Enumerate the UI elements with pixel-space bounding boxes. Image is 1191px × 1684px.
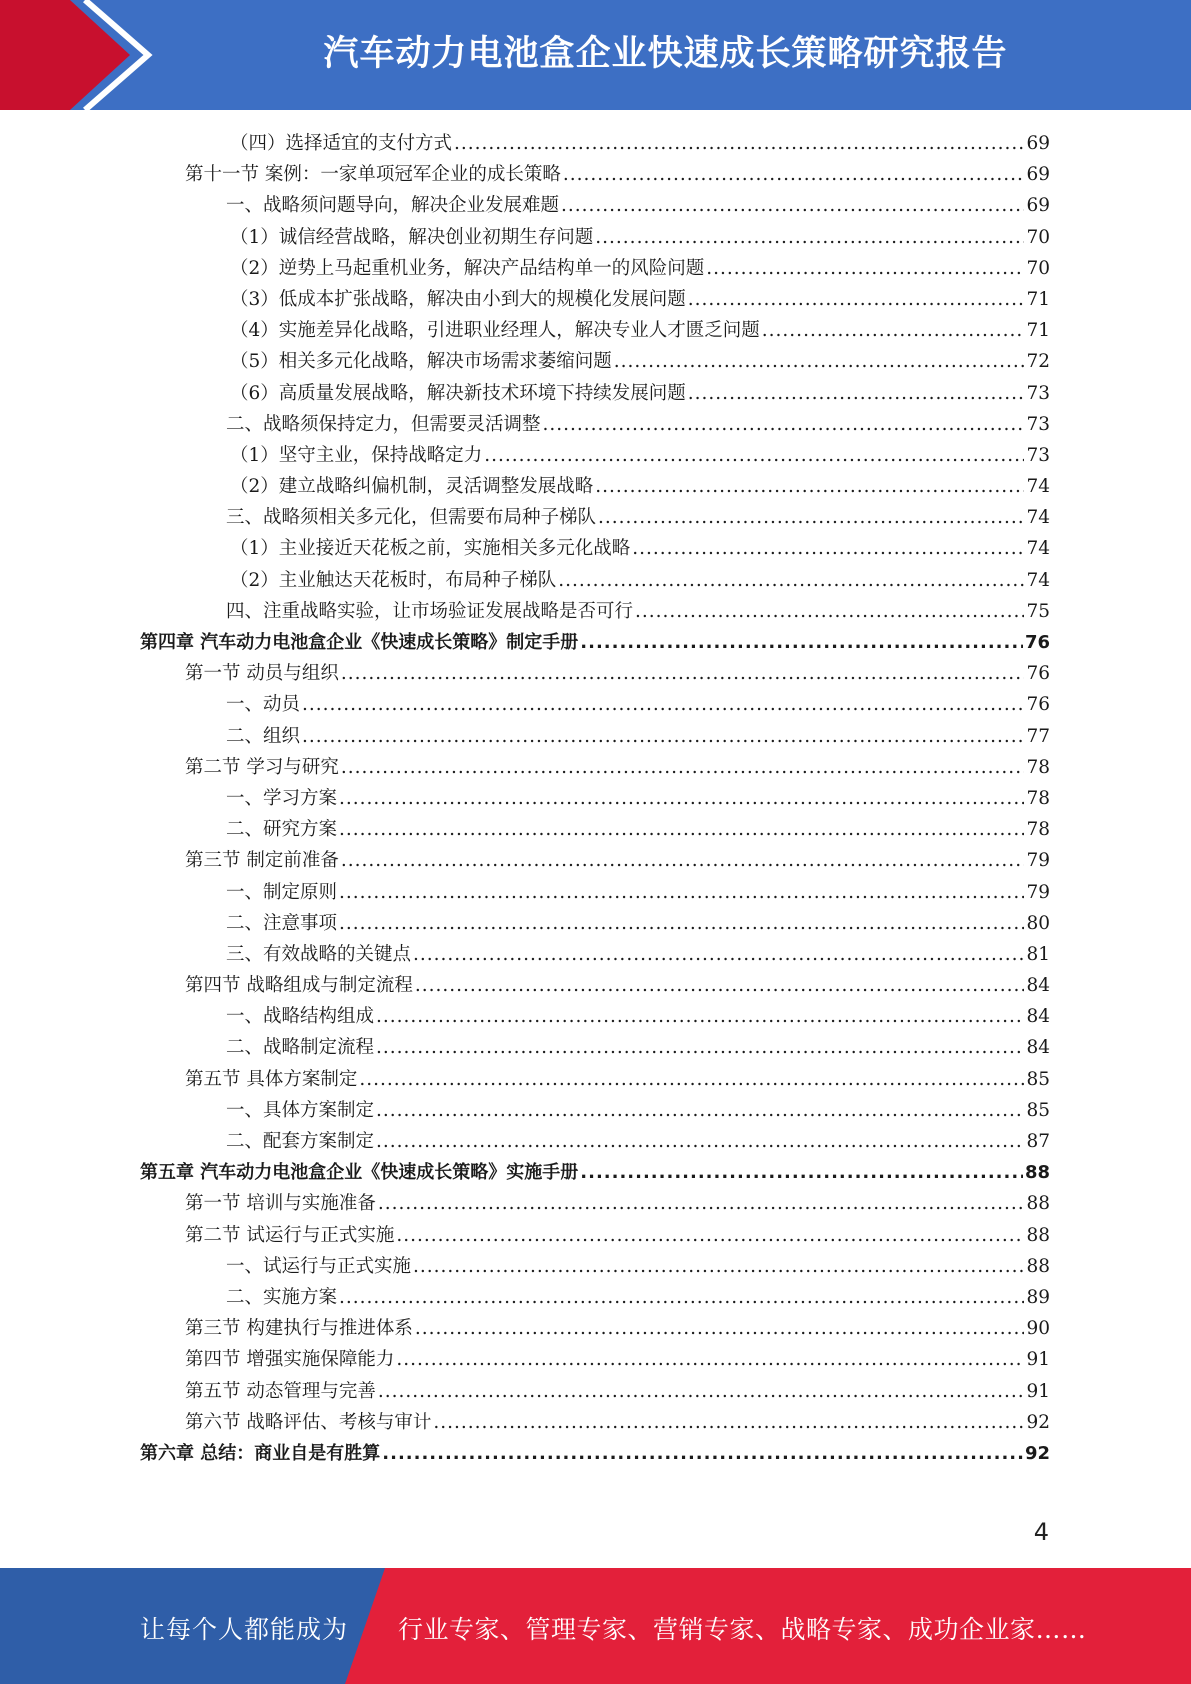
- toc-dot-leader: [396, 1220, 1024, 1251]
- toc-entry-page: 91: [1026, 1349, 1050, 1371]
- toc-dot-leader: [396, 1344, 1024, 1375]
- toc-dot-leader: [376, 1126, 1024, 1157]
- toc-entry-title: 第三节 制定前准备: [185, 850, 339, 872]
- toc-entry-page: 69: [1026, 164, 1050, 186]
- toc-entry-title: 第一节 培训与实施准备: [185, 1193, 376, 1215]
- toc-dot-leader: [595, 222, 1024, 253]
- toc-entry-page: 87: [1026, 1131, 1050, 1152]
- toc-dot-leader: [688, 378, 1025, 409]
- toc-entry-title: （1）主业接近天花板之前，实施相关多元化战略: [230, 538, 631, 560]
- toc-entry[interactable]: [140, 1220, 1050, 1251]
- toc-entry[interactable]: [140, 1188, 1050, 1219]
- toc-dot-leader: [635, 596, 1024, 627]
- toc-entry-page: 78: [1026, 756, 1050, 778]
- toc-entry[interactable]: [140, 315, 1050, 346]
- toc-entry-page: 76: [1026, 694, 1050, 716]
- toc-entry-title: 三、战略须相关多元化，但需要布局种子梯队: [226, 507, 597, 529]
- toc-dot-leader: [762, 315, 1025, 346]
- page-number: 4: [1033, 1518, 1049, 1546]
- toc-dot-leader: [339, 1282, 1024, 1313]
- toc-entry-page: 69: [1026, 133, 1050, 154]
- toc-dot-leader: [580, 627, 1023, 658]
- toc-dot-leader: [341, 752, 1025, 783]
- toc-dot-leader: [598, 502, 1024, 533]
- toc-entry-title: （3）低成本扩张战略，解决由小到大的规模化发展问题: [230, 288, 686, 310]
- toc-entry[interactable]: [140, 1376, 1050, 1407]
- toc-entry[interactable]: [140, 471, 1050, 502]
- toc-entry-title: （5）相关多元化战略，解决市场需求萎缩问题: [230, 351, 612, 373]
- toc-entry[interactable]: [140, 253, 1050, 284]
- toc-dot-leader: [706, 253, 1024, 284]
- toc-entry-title: 一、学习方案: [226, 787, 338, 809]
- toc-entry-page: 70: [1026, 257, 1050, 279]
- toc-entry-title: 第五节 动态管理与完善: [185, 1380, 376, 1402]
- toc-entry-title: （6）高质量发展战略，解决新技术环境下持续发展问题: [230, 382, 686, 404]
- toc-entry-page: 76: [1024, 632, 1050, 653]
- toc-entry-page: 84: [1026, 1037, 1050, 1059]
- toc-entry-page: 92: [1026, 1411, 1050, 1433]
- toc-entry[interactable]: [140, 814, 1050, 845]
- toc-entry[interactable]: [140, 1032, 1050, 1063]
- toc-entry-page: 85: [1026, 1099, 1050, 1121]
- toc-dot-leader: [341, 845, 1025, 876]
- toc-entry-page: 73: [1026, 413, 1050, 435]
- toc-entry[interactable]: [140, 1438, 1050, 1469]
- toc-entry-title: （四）选择适宜的支付方式: [230, 133, 453, 154]
- toc-entry-page: 73: [1026, 382, 1050, 404]
- toc-entry[interactable]: [140, 284, 1050, 315]
- toc-entry-page: 74: [1026, 569, 1050, 591]
- toc-dot-leader: [359, 1064, 1024, 1095]
- toc-entry[interactable]: [140, 1126, 1050, 1157]
- toc-entry[interactable]: [140, 689, 1050, 720]
- toc-entry-title: 一、制定原则: [226, 881, 338, 903]
- page-header: [0, 0, 1191, 110]
- toc-entry[interactable]: [140, 1407, 1050, 1438]
- toc-dot-leader: [561, 190, 1024, 221]
- toc-entry[interactable]: [140, 346, 1050, 377]
- toc-entry[interactable]: [140, 1064, 1050, 1095]
- toc-entry-title: 第三节 构建执行与推进体系: [185, 1318, 413, 1340]
- toc-entry[interactable]: [140, 627, 1050, 658]
- toc-entry-title: 二、研究方案: [226, 819, 338, 841]
- toc-dot-leader: [580, 1157, 1023, 1188]
- toc-entry-title: （1）坚守主业，保持战略定力: [230, 444, 483, 466]
- toc-entry-title: 二、实施方案: [226, 1286, 338, 1308]
- toc-dot-leader: [376, 1001, 1024, 1032]
- toc-entry[interactable]: [140, 190, 1050, 221]
- toc-entry-title: （4）实施差异化战略，引进职业经理人，解决专业人才匮乏问题: [230, 320, 760, 342]
- toc-dot-leader: [413, 939, 1024, 970]
- toc-dot-leader: [563, 159, 1025, 190]
- toc-entry-page: 90: [1026, 1318, 1050, 1340]
- toc-entry-page: 74: [1026, 538, 1050, 560]
- toc-entry-page: 84: [1026, 1006, 1050, 1028]
- toc-dot-leader: [339, 908, 1024, 939]
- toc-entry-title: 第十一节 案例：一家单项冠军企业的成长策略: [185, 164, 561, 186]
- toc-entry[interactable]: [140, 908, 1050, 939]
- toc-entry[interactable]: [140, 1157, 1050, 1188]
- toc-entry-page: 88: [1026, 1224, 1050, 1246]
- toc-entry[interactable]: [140, 658, 1050, 689]
- toc-entry[interactable]: [140, 721, 1050, 752]
- toc-dot-leader: [376, 1095, 1024, 1126]
- toc-entry-page: 88: [1026, 1193, 1050, 1215]
- toc-dot-leader: [433, 1407, 1024, 1438]
- toc-dot-leader: [415, 970, 1025, 1001]
- toc-entry[interactable]: [140, 1344, 1050, 1375]
- toc-entry[interactable]: [140, 1251, 1050, 1282]
- toc-entry-title: 第一节 动员与组织: [185, 663, 339, 685]
- toc-entry[interactable]: [140, 877, 1050, 908]
- toc-entry-title: 第四章 汽车动力电池盒企业《快速成长策略》制定手册: [140, 632, 579, 653]
- toc-entry-page: 78: [1026, 819, 1050, 841]
- toc-entry[interactable]: [140, 845, 1050, 876]
- toc-entry-page: 74: [1026, 507, 1050, 529]
- toc-entry[interactable]: [140, 596, 1050, 627]
- footer-slogan-right: 行业专家、管理专家、营销专家、战略专家、成功企业家……: [398, 1615, 1087, 1644]
- toc-entry-page: 89: [1026, 1286, 1050, 1308]
- toc-entry-page: 81: [1026, 943, 1050, 965]
- toc-dot-leader: [376, 1032, 1024, 1063]
- toc-entry-page: 74: [1026, 476, 1050, 498]
- toc-dot-leader: [558, 565, 1024, 596]
- footer-slogan-left: 让每个人都能成为: [140, 1615, 349, 1644]
- toc-entry-page: 75: [1026, 600, 1050, 622]
- toc-dot-leader: [413, 1251, 1024, 1282]
- toc-entry[interactable]: [140, 939, 1050, 970]
- toc-entry-title: 二、注意事项: [226, 912, 338, 934]
- toc-dot-leader: [339, 877, 1024, 908]
- toc-dot-leader: [341, 658, 1025, 689]
- toc-entry[interactable]: [140, 440, 1050, 471]
- toc-entry-page: 76: [1026, 663, 1050, 685]
- table-of-contents: [140, 128, 1050, 1469]
- toc-dot-leader: [378, 1376, 1025, 1407]
- toc-entry-title: 二、组织: [226, 725, 301, 747]
- toc-dot-leader: [415, 1313, 1025, 1344]
- toc-entry-page: 77: [1026, 725, 1050, 747]
- toc-entry-title: （1）诚信经营战略，解决创业初期生存问题: [230, 226, 594, 248]
- toc-entry[interactable]: [140, 1313, 1050, 1344]
- toc-entry-title: 一、动员: [226, 694, 301, 716]
- toc-entry-page: 80: [1026, 912, 1050, 934]
- toc-entry-title: （2）主业触达天花板时，布局种子梯队: [230, 569, 557, 591]
- toc-dot-leader: [302, 689, 1024, 720]
- toc-entry-title: 二、战略制定流程: [226, 1037, 375, 1059]
- toc-entry-page: 72: [1026, 351, 1050, 373]
- toc-entry[interactable]: [140, 159, 1050, 190]
- toc-entry-title: 一、战略结构组成: [226, 1006, 375, 1028]
- toc-entry[interactable]: [140, 783, 1050, 814]
- toc-dot-leader: [484, 440, 1024, 471]
- toc-dot-leader: [378, 1188, 1025, 1219]
- toc-dot-leader: [382, 1438, 1023, 1469]
- toc-dot-leader: [339, 814, 1024, 845]
- toc-entry[interactable]: [140, 222, 1050, 253]
- toc-entry[interactable]: [140, 970, 1050, 1001]
- toc-entry-title: 第二节 试运行与正式实施: [185, 1224, 395, 1246]
- toc-entry-title: 第六章 总结：商业自是有胜算: [140, 1442, 381, 1464]
- toc-entry-page: 92: [1024, 1442, 1050, 1464]
- toc-dot-leader: [595, 471, 1024, 502]
- toc-entry-page: 70: [1026, 226, 1050, 248]
- toc-entry-page: 88: [1026, 1255, 1050, 1277]
- toc-entry-page: 88: [1024, 1162, 1050, 1184]
- toc-entry-title: （2）建立战略纠偏机制，灵活调整发展战略: [230, 476, 594, 498]
- toc-entry-title: 第五节 具体方案制定: [185, 1068, 358, 1090]
- toc-entry[interactable]: [140, 502, 1050, 533]
- toc-dot-leader: [543, 409, 1025, 440]
- document-title: 汽车动力电池盒企业快速成长策略研究报告: [323, 34, 1008, 74]
- toc-entry-title: 一、战略须问题导向，解决企业发展难题: [226, 195, 560, 217]
- toc-entry-title: 第四节 战略组成与制定流程: [185, 975, 413, 997]
- toc-entry-page: 85: [1026, 1068, 1050, 1090]
- toc-dot-leader: [614, 346, 1025, 377]
- toc-entry-page: 91: [1026, 1380, 1050, 1402]
- toc-entry[interactable]: [140, 409, 1050, 440]
- toc-entry-page: 78: [1026, 787, 1050, 809]
- toc-entry-title: 二、配套方案制定: [226, 1131, 375, 1152]
- toc-entry[interactable]: [140, 1282, 1050, 1313]
- toc-entry[interactable]: [140, 378, 1050, 409]
- toc-entry[interactable]: [140, 1001, 1050, 1032]
- toc-entry-page: 79: [1026, 850, 1050, 872]
- toc-entry[interactable]: [140, 128, 1050, 159]
- toc-entry-page: 71: [1026, 288, 1050, 310]
- toc-entry-title: 第五章 汽车动力电池盒企业《快速成长策略》实施手册: [140, 1162, 579, 1184]
- toc-dot-leader: [688, 284, 1025, 315]
- toc-entry-title: 一、试运行与正式实施: [226, 1255, 412, 1277]
- toc-dot-leader: [632, 533, 1024, 564]
- toc-dot-leader: [302, 721, 1024, 752]
- toc-entry-page: 73: [1026, 444, 1050, 466]
- toc-entry-page: 71: [1026, 320, 1050, 342]
- toc-entry-page: 79: [1026, 881, 1050, 903]
- toc-entry[interactable]: [140, 565, 1050, 596]
- toc-entry-title: 第二节 学习与研究: [185, 756, 339, 778]
- toc-entry[interactable]: [140, 1095, 1050, 1126]
- toc-entry-title: 第六节 战略评估、考核与审计: [185, 1411, 432, 1433]
- toc-entry[interactable]: [140, 533, 1050, 564]
- toc-entry-title: （2）逆势上马起重机业务，解决产品结构单一的风险问题: [230, 257, 705, 279]
- toc-entry-title: 第四节 增强实施保障能力: [185, 1349, 395, 1371]
- toc-entry-title: 三、有效战略的关键点: [226, 943, 412, 965]
- toc-entry-page: 84: [1026, 975, 1050, 997]
- toc-dot-leader: [339, 783, 1024, 814]
- toc-entry[interactable]: [140, 752, 1050, 783]
- toc-dot-leader: [454, 128, 1024, 159]
- toc-entry-page: 69: [1026, 195, 1050, 217]
- toc-entry-title: 一、具体方案制定: [226, 1099, 375, 1121]
- toc-entry-title: 四、注重战略实验，让市场验证发展战略是否可行: [226, 600, 634, 622]
- toc-entry-title: 二、战略须保持定力，但需要灵活调整: [226, 413, 541, 435]
